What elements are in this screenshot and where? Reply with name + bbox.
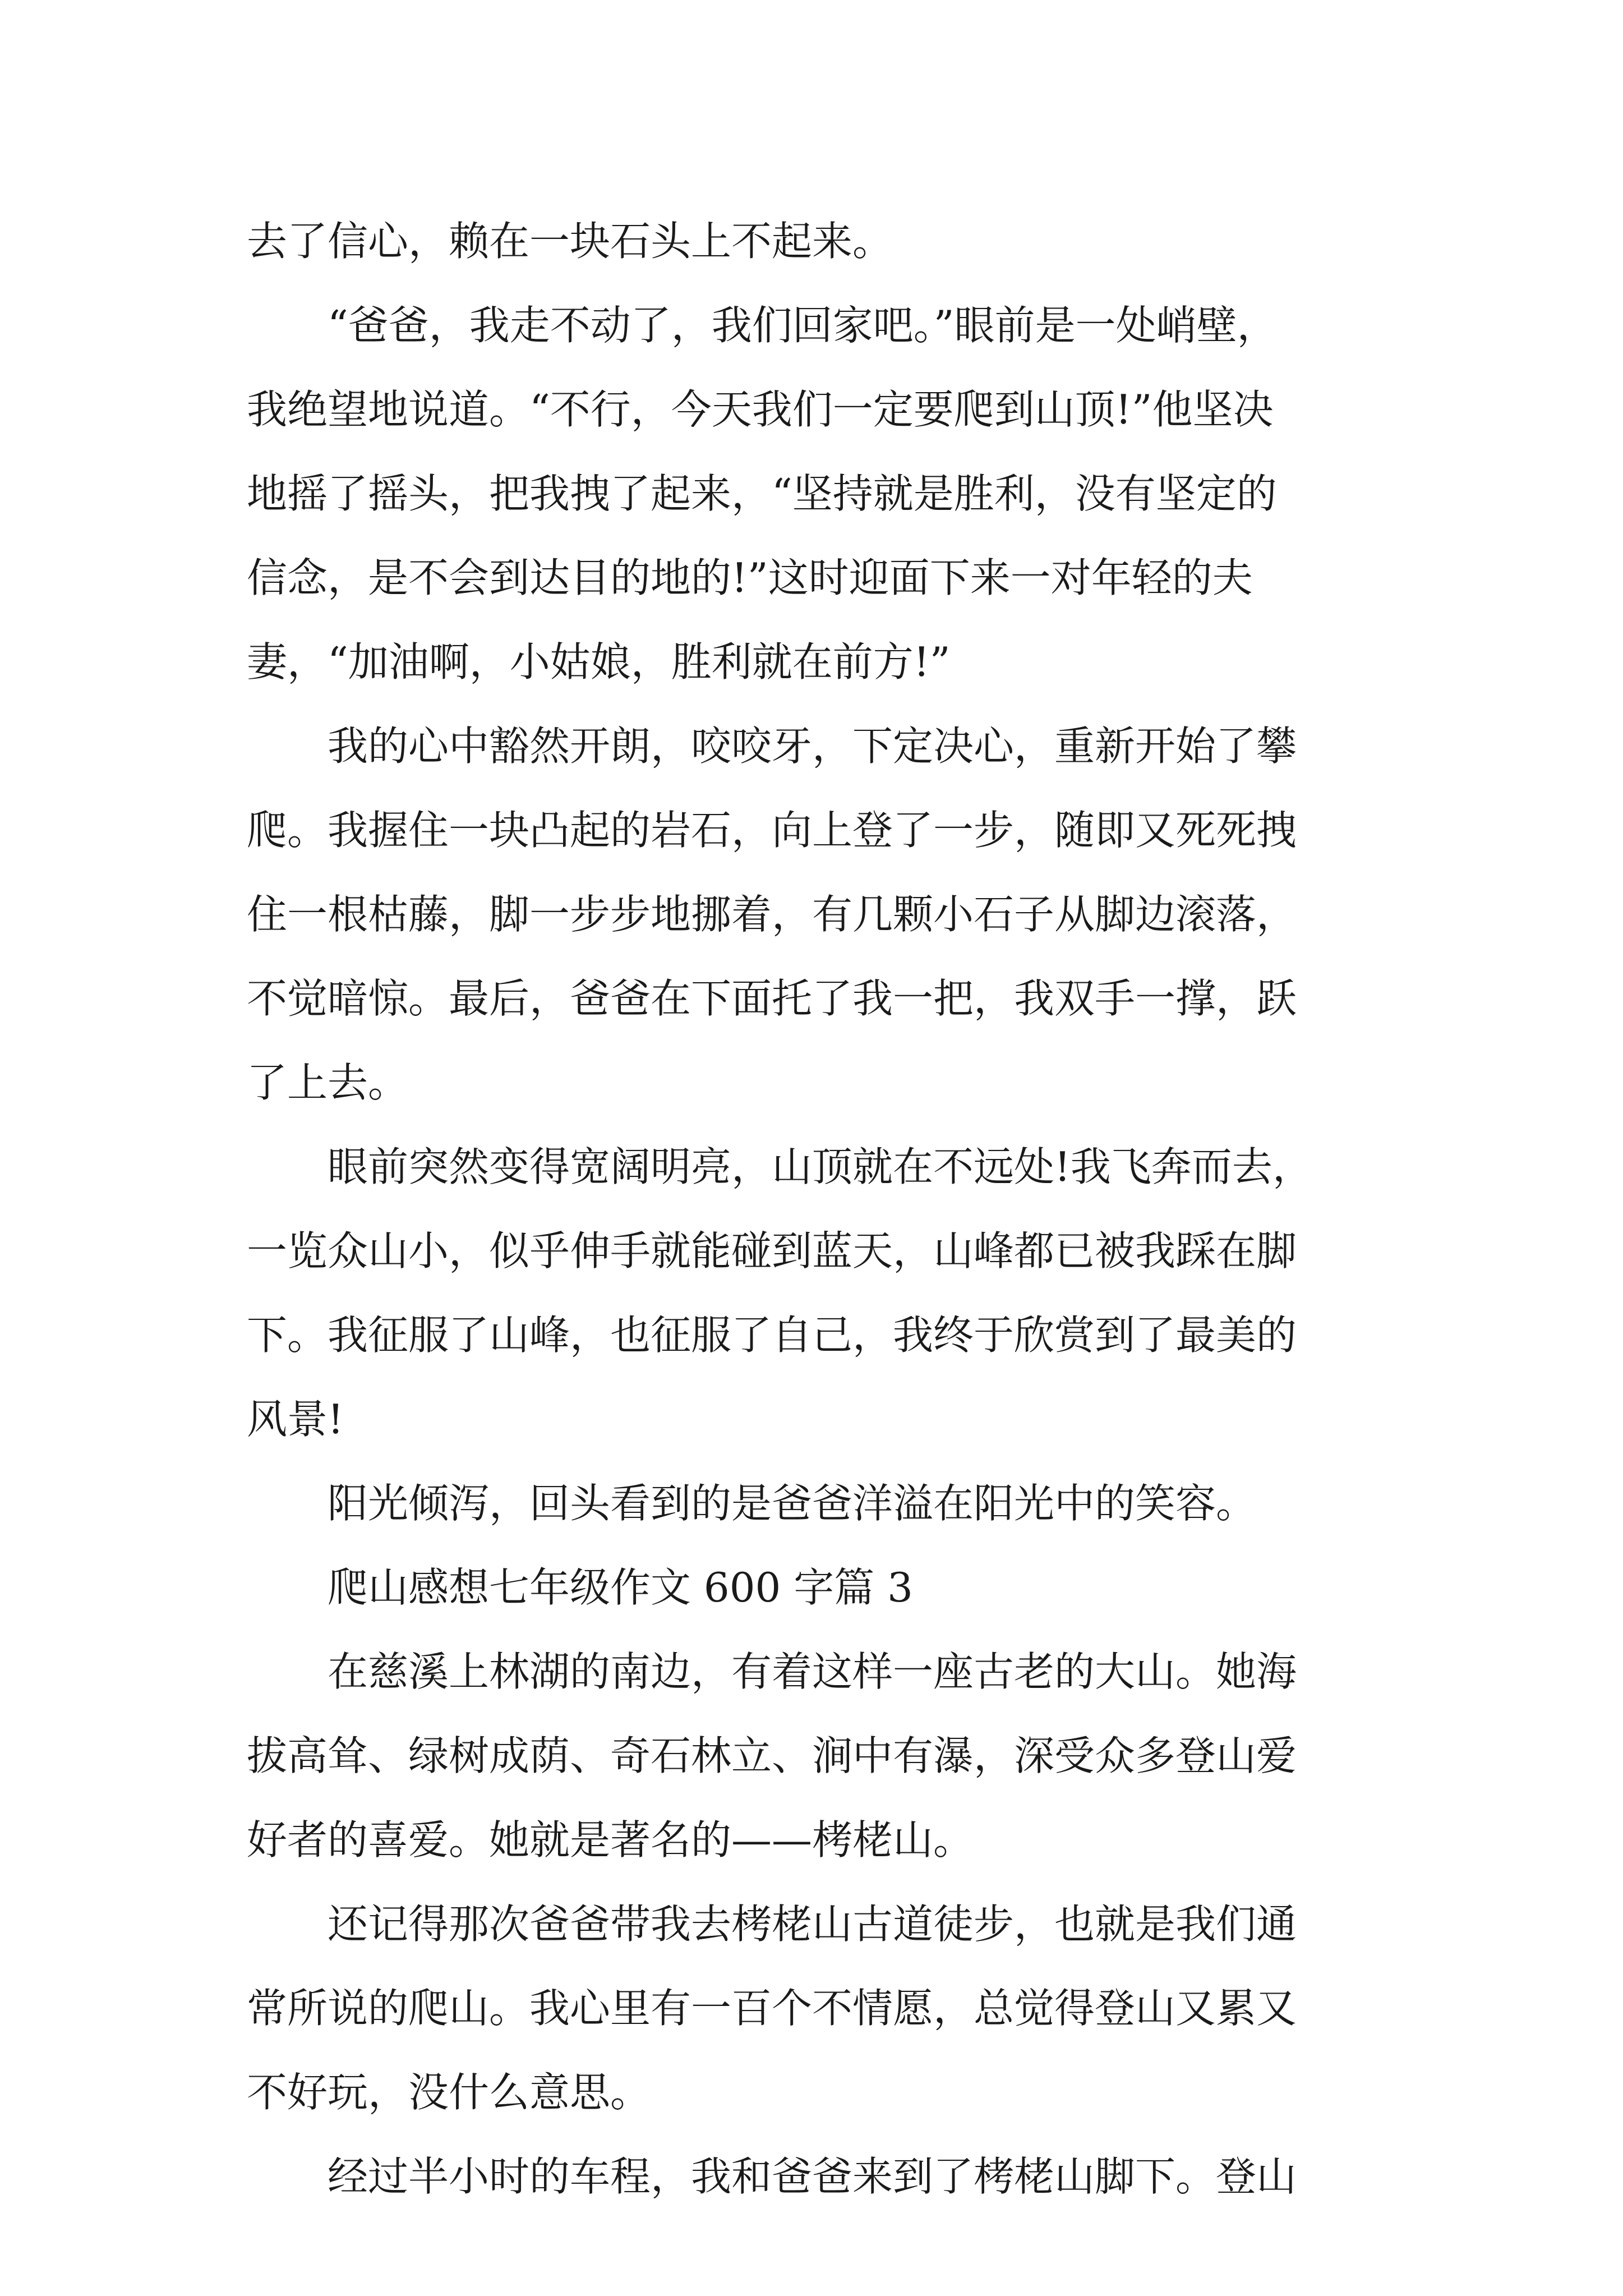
- text-line: 眼前突然变得宽阔明亮，山顶就在不远处!我飞奔而去，: [328, 1143, 1313, 1190]
- section-heading: [247, 1545, 1391, 1630]
- paragraph: [247, 1461, 1391, 1545]
- text-line: 阳光倾泻，回头看到的是爸爸洋溢在阳光中的笑容。: [328, 1480, 1257, 1527]
- text-line: 不好玩，没什么意思。: [247, 2069, 651, 2116]
- text-line: 地摇了摇头，把我拽了起来，“坚持就是胜利，没有坚定的: [247, 470, 1277, 517]
- text-line: “爸爸，我走不动了，我们回家吧。”眼前是一处峭壁，: [328, 302, 1278, 349]
- text-line: 下。我征服了山峰，也征服了自己，我终于欣赏到了最美的: [247, 1312, 1297, 1359]
- text-line: 拔高耸、绿树成荫、奇石林立、涧中有瀑，深受众多登山爱: [247, 1732, 1297, 1779]
- text-line: 我绝望地说道。“不行，今天我们一定要爬到山顶!”他坚决: [247, 386, 1274, 433]
- paragraph: [247, 1882, 1391, 2134]
- paragraph: [247, 704, 1391, 1125]
- paragraph: [247, 2134, 1391, 2219]
- text-line: 还记得那次爸爸带我去栲栳山古道徒步，也就是我们通: [328, 1901, 1297, 1948]
- section-heading-text: 爬山感想七年级作文 600 字篇 3: [328, 1564, 913, 1611]
- text-line: 了上去。: [247, 1059, 409, 1106]
- text-line: 经过半小时的车程，我和爸爸来到了栲栳山脚下。登山: [328, 2153, 1297, 2200]
- text-line: 爬。我握住一块凸起的岩石，向上登了一步，随即又死死拽: [247, 807, 1297, 854]
- text-line: 住一根枯藤，脚一步步地挪着，有几颗小石子从脚边滚落，: [247, 891, 1297, 938]
- text-line: 信念，是不会到达目的地的!”这时迎面下来一对年轻的夫: [247, 554, 1253, 601]
- text-line: 不觉暗惊。最后，爸爸在下面托了我一把，我双手一撑，跃: [247, 975, 1297, 1022]
- text-line: 风景!: [247, 1396, 344, 1443]
- text-line: 常所说的爬山。我心里有一百个不情愿，总觉得登山又累又: [247, 1985, 1297, 2032]
- text-line: 一览众山小，似乎伸手就能碰到蓝天，山峰都已被我踩在脚: [247, 1227, 1297, 1274]
- body-text: [247, 199, 1391, 2219]
- paragraph: [247, 1630, 1391, 1882]
- text-line: 我的心中豁然开朗，咬咬牙，下定决心，重新开始了攀: [328, 723, 1297, 770]
- text-line: 在慈溪上林湖的南边，有着这样一座古老的大山。她海: [328, 1648, 1297, 1695]
- paragraph: [247, 199, 1391, 283]
- paragraph: [247, 283, 1391, 704]
- text-line: 好者的喜爱。她就是著名的——栲栳山。: [247, 1816, 974, 1864]
- text-line: 去了信心，赖在一块石头上不起来。: [247, 218, 893, 265]
- text-line: 妻，“加油啊，小姑娘，胜利就在前方!”: [247, 638, 951, 685]
- paragraph: [247, 1125, 1391, 1461]
